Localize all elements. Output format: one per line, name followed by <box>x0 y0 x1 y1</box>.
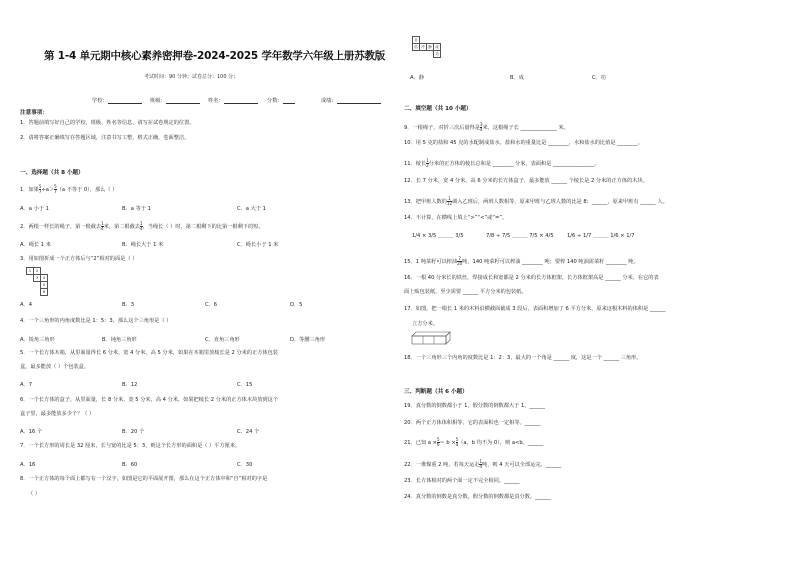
net-face-3: 3 <box>34 275 41 282</box>
q1-fraction-a: $\frac{5}{7}$ <box>38 184 42 194</box>
q3-cube-net <box>26 267 48 296</box>
q9-text: 9．一根绳子，对折三次后量得是 $\frac{3}{4}$ 米，这根绳子长 ______________ 米。 <box>404 122 569 132</box>
q13-fraction: $\frac{1}{12}$ <box>446 196 453 206</box>
q5-text: 5．一个长方体木箱，从里面量得长 6 分米，宽 4 分米，高 5 分米，如果在木箱里放棱长是 2 分米的正方体包装 <box>20 350 278 356</box>
q6-text: 6．一个长方体的盒子，从里面量，长 8 分米，宽 5 分米，高 4 分米，如果把棱长 2 分米的正方体木块放到这个 <box>20 397 278 403</box>
q8-opt-c[interactable]: C．功 <box>592 75 606 81</box>
net-face-cheng: 成 <box>435 45 439 49</box>
q6-text-2: 盒子里，最多能放多少个？（ ） <box>20 411 95 417</box>
q2-opt-b[interactable]: B．绳长大于 1 米 <box>122 242 164 248</box>
q3-opt-b[interactable]: B．3 <box>122 302 135 308</box>
q4-opt-a[interactable]: A．锐角三角形 <box>20 337 55 343</box>
q1-opt-a[interactable]: A．a 小于 1 <box>20 206 49 212</box>
q1-opt-c[interactable]: C．a 大于 1 <box>237 206 266 212</box>
q10-text: 10．用 5 克的盐和 45 克的水配制成盐水，盐和水的重量比是 ________，水和盐水的比值是 ________。 <box>404 140 644 146</box>
q13-text: 13．把甲班人数的 $\frac{1}{12}$ 调入乙班后，两班人数相等，原来甲班与乙班人数的比是 8：______，原来甲班有 ______ 人。 <box>404 196 668 206</box>
notice-2: 2．请将答案正确填写在答题区域，注意书写工整，格式正确，卷面整洁。 <box>20 135 190 141</box>
grade-field: 成绩： <box>321 98 381 104</box>
section-fill-title: 二、填空题（共 10 小题） <box>404 106 472 112</box>
net-face-gong: 功 <box>435 52 439 56</box>
net-face-2: 2 <box>34 268 41 275</box>
q9-fraction: $\frac{3}{4}$ <box>479 122 483 132</box>
net-face-zi: 自 <box>414 38 418 42</box>
q15-text: 15．1 吨菜籽可以榨油 $\frac{7}{20}$ 吨，140 吨菜籽可以榨油 ________ 吨；要榨 140 吨油需菜籽 ________ 吨。 <box>404 256 639 266</box>
q2-opt-a[interactable]: A．绳长 1 米 <box>20 242 51 248</box>
q5-text-2: 盒，最多能放（ ）个包装盒。 <box>20 364 90 370</box>
exam-info: 考试时间：90 分钟；试卷总分：100 分； <box>144 74 239 80</box>
net-face-1: 1 <box>27 268 34 275</box>
score-field: 分数： <box>267 98 295 104</box>
q7-opt-b[interactable]: B．60 <box>122 462 138 468</box>
q14-compare-1: 1/4 × 3/5 ＿＿＿ 3/5 <box>412 233 464 239</box>
q19-text: 19．真分数的倒数都小于 1，假分数的倒数都大于 1。______ <box>404 403 546 409</box>
q16-text-2: 面上贴包装纸，至少需要 ______ 平方分米的包装纸。 <box>404 289 527 295</box>
q17-text: 17．如图，把一根长 1 米的木料沿横截面截成 3 段后，表面积增加了 6 平方分米，原来这根木料的体积是 ______ <box>404 306 666 312</box>
q6-opt-b[interactable]: B．20 个 <box>122 429 145 435</box>
q22-fraction: $\frac{1}{4}$ <box>479 459 482 469</box>
q1-opt-b[interactable]: B．a 等于 1 <box>122 206 151 212</box>
q7-text: 7．一个长方形的周长是 32 厘米，长与宽的比是 5：3，则这个长方形的面积是（ ）平方厘米。 <box>20 443 241 449</box>
q5-opt-a[interactable]: A．7 <box>20 382 33 388</box>
q11-text: 11．棱长 $\frac{1}{2}$ 分米的正方体的棱长总和是 ________ 分米，表面积是 ________________。 <box>404 158 600 168</box>
q21-fraction-b: $\frac{5}{4}$ <box>455 437 459 447</box>
q8-opt-a[interactable]: A．静 <box>410 75 424 81</box>
q6-opt-a[interactable]: A．16 个 <box>20 429 43 435</box>
q14-compare-3: 1/6 ÷ 1/7 ＿＿＿ 1/6 × 1/7 <box>567 233 635 239</box>
net-face-6: 6 <box>41 289 48 296</box>
q4-text: 4．一个三角形的内角度数比是 1：5：3，那么这个三角形是（ ） <box>20 318 172 324</box>
q20-text: 20．两个正方体体积相等，它的表面积也一定相等。______ <box>404 420 541 426</box>
q3-opt-a[interactable]: A．4 <box>20 302 33 308</box>
net-face-leng: 冷 <box>421 45 425 49</box>
net-face-xin: 信 <box>414 45 418 49</box>
q1-fraction-b: $\frac{5}{7}$ <box>54 184 57 194</box>
q17-wood-diagram <box>410 330 452 346</box>
net-face-4: 4 <box>41 275 48 282</box>
q5-opt-b[interactable]: B．12 <box>122 382 138 388</box>
q22-text: 22．一堆煤重 2 吨，若每天运走 $\frac{1}{4}$ 吨，则 4 天可以全部运完。______ <box>404 459 562 469</box>
q11-fraction: $\frac{1}{2}$ <box>426 158 429 168</box>
q4-opt-d[interactable]: D．等腰三角形 <box>290 337 326 343</box>
q18-text: 18．一个三角形三个内角的度数比是 1：2：3，最大的一个角是 ______ 度，这是一个 ______ 三角形。 <box>404 355 642 361</box>
q8-opt-b[interactable]: B．成 <box>510 75 524 81</box>
q7-opt-a[interactable]: A．16 <box>20 462 36 468</box>
q14-compare-2: 7/8 ÷ 7/5 ＿＿＿ 7/5 × 4/5 <box>486 233 554 239</box>
q16-text: 16．一根 40 分米长的铁丝，焊接成长和宽都是 2 分米的长方体框架，长方体框架高是 ______ 分米，在它的表 <box>404 275 659 281</box>
q2-fraction-b: $\frac{1}{4}$ <box>140 221 143 231</box>
section-judge-title: 三、判断题（共 6 小题） <box>404 389 468 395</box>
q2-fraction-a: $\frac{1}{4}$ <box>101 221 104 231</box>
net-face-5: 5 <box>41 282 48 289</box>
q8-text: 8．一个正方体的每个面上都写有一个汉字，如图是它的平面展开图，那么在这个正方体中和“自”相对的字是 <box>20 476 268 482</box>
q8-cube-net <box>412 36 441 58</box>
school-field: 学校： <box>92 98 142 104</box>
q15-fraction: $\frac{7}{20}$ <box>457 256 463 266</box>
q6-opt-c[interactable]: C．24 个 <box>237 429 260 435</box>
q1-text: 1．如果 $\frac{5}{7}$ ÷a＞ $\frac{5}{7}$ （a 不等于 0），那么（ ） <box>20 184 118 194</box>
q21-fraction-a: $\frac{5}{6}$ <box>437 437 440 447</box>
q4-opt-c[interactable]: C．直角三角形 <box>205 337 240 343</box>
q2-text: 2．两根一样长的绳子，第一根截去 $\frac{1}{4}$ 米，第二根截去 $\frac{1}{4}$ ，当绳长（ ）时，第二根剩下的比第一根剩下的短。 <box>20 221 264 231</box>
class-field: 班级： <box>150 98 200 104</box>
q7-opt-c[interactable]: C．30 <box>237 462 253 468</box>
q3-text: 3．用如图折成一个正方体后与“2”相对的面是（ ） <box>20 256 138 262</box>
page-title: 第 1-4 单元期中核心素养密押卷-2024-2025 学年数学六年级上册苏教版 <box>44 50 386 62</box>
q23-text: 23．长方体相对的两个面一定不完全相同。______ <box>404 478 520 484</box>
q17-text-2: 立方分米。 <box>412 321 438 327</box>
q5-opt-c[interactable]: C．15 <box>237 382 253 388</box>
q12-text: 12．长 7 分米，宽 4 分米，高 6 分米的长方体盒子，最多能放 ______ 个棱长是 2 分米的正方体的木块。 <box>404 178 648 184</box>
q21-text: 21．已知 a × $\frac{5}{6}$ ＝ b × $\frac{5}{4}$ （a，b 均不为 0），则 a<b。______ <box>404 437 544 447</box>
q4-opt-b[interactable]: B．钝角三角形 <box>102 337 137 343</box>
q24-text: 24．真分数的倒数是真分数，假分数的倒数都是真分数。______ <box>404 494 551 500</box>
q3-opt-c[interactable]: C．6 <box>205 302 218 308</box>
notice-title: 注意事项： <box>20 110 48 116</box>
q2-opt-c[interactable]: C．绳长小于 1 米 <box>237 242 279 248</box>
q3-opt-d[interactable]: D．5 <box>290 302 303 308</box>
section-choice-title: 一、选择题（共 8 小题） <box>20 170 84 176</box>
net-face-jing: 静 <box>428 45 432 49</box>
name-field: 姓名： <box>208 98 258 104</box>
notice-1: 1．答题前填写好自己的学校、班级、姓名等信息，请写在试卷规定的位置。 <box>20 120 195 126</box>
q14-text: 14．不计算，在横线上填上“>”“<”或“=”。 <box>404 215 508 221</box>
q8-text-2: （ ） <box>28 491 41 497</box>
